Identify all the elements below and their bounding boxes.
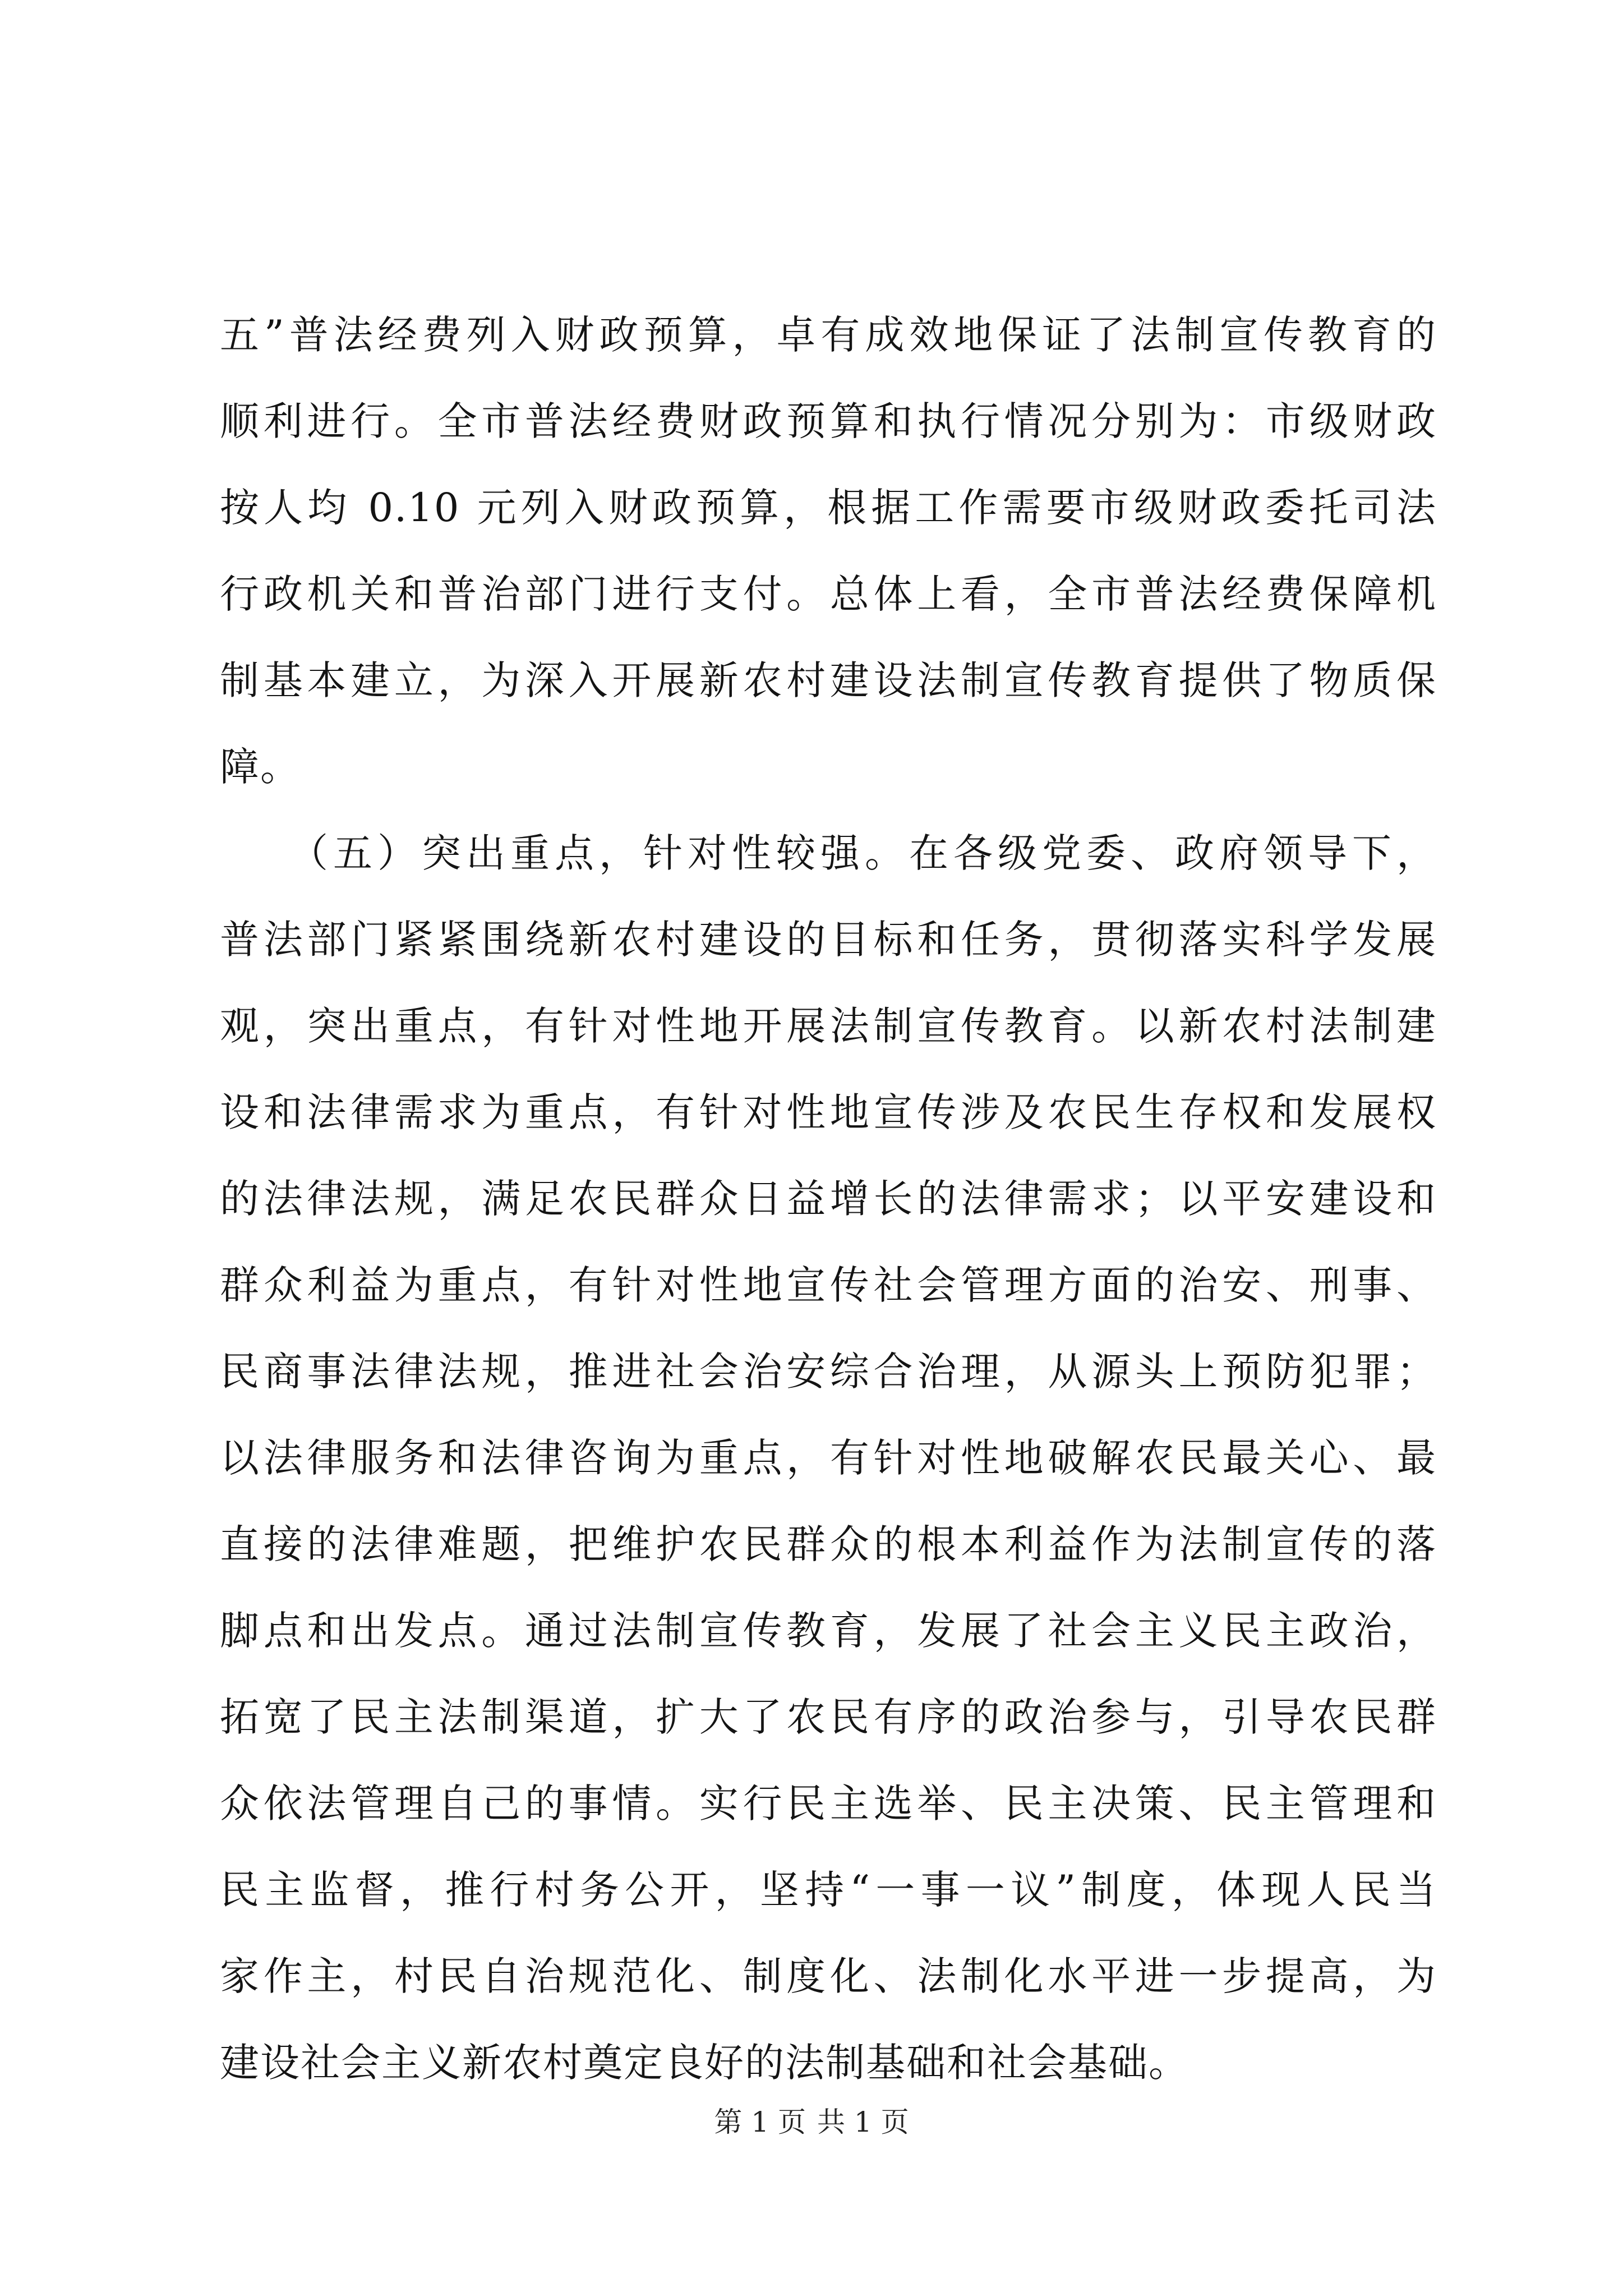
page-total: 共 1 页 [817,2106,909,2138]
paragraph-line: 拓宽了民主法制渠道，扩大了农民有序的政治参与，引导农民群 [220,1694,1437,1740]
paragraph-line: 直接的法律难题，把维护农民群众的根本利益作为法制宣传的落 [220,1521,1437,1567]
paragraph-line: 设和法律需求为重点，有针对性地宣传涉及农民生存权和发展权 [220,1089,1437,1135]
paragraph-line: 普法部门紧紧围绕新农村建设的目标和任务，贯彻落实科学发展 [220,917,1437,963]
paragraph-line: 观，突出重点，有针对性地开展法制宣传教育。以新农村法制建 [220,1003,1437,1049]
paragraph-line: 众依法管理自己的事情。实行民主选举、民主决策、民主管理和 [220,1780,1437,1826]
paragraph-line: 以法律服务和法律咨询为重点，有针对性地破解农民最关心、最 [220,1435,1437,1481]
paragraph-line: 行政机关和普治部门进行支付。总体上看，全市普法经费保障机 [220,571,1437,617]
page-number: 第 1 页 [714,2106,806,2138]
paragraph-line: 按人均 0.10 元列入财政预算，根据工作需要市级财政委托司法 [220,485,1437,531]
paragraph-line: 脚点和出发点。通过法制宣传教育，发展了社会主义民主政治， [220,1608,1437,1654]
paragraph-line: （五）突出重点，针对性较强。在各级党委、政府领导下， [220,830,1437,876]
paragraph-line: 制基本建立，为深入开展新农村建设法制宣传教育提供了物质保 [220,657,1437,703]
paragraph-line: 民商事法律法规，推进社会治安综合治理，从源头上预防犯罪； [220,1349,1437,1395]
paragraph-line: 五”普法经费列入财政预算，卓有成效地保证了法制宣传教育的 [220,312,1437,358]
paragraph-line: 建设社会主义新农村奠定良好的法制基础和社会基础。 [220,2040,1189,2086]
document-body [220,292,1437,2106]
paragraph-line: 顺利进行。全市普法经费财政预算和执行情况分别为：市级财政 [220,398,1437,444]
paragraph-line: 家作主，村民自治规范化、制度化、法制化水平进一步提高，为 [220,1953,1437,1999]
paragraph-line: 民主监督，推行村务公开，坚持“一事一议”制度，体现人民当 [220,1867,1437,1913]
paragraph-line: 的法律法规，满足农民群众日益增长的法律需求；以平安建设和 [220,1176,1437,1222]
paragraph-line: 群众利益为重点，有针对性地宣传社会管理方面的治安、刑事、 [220,1262,1437,1308]
page-footer [0,2102,1623,2142]
paragraph-line: 障。 [220,744,301,790]
